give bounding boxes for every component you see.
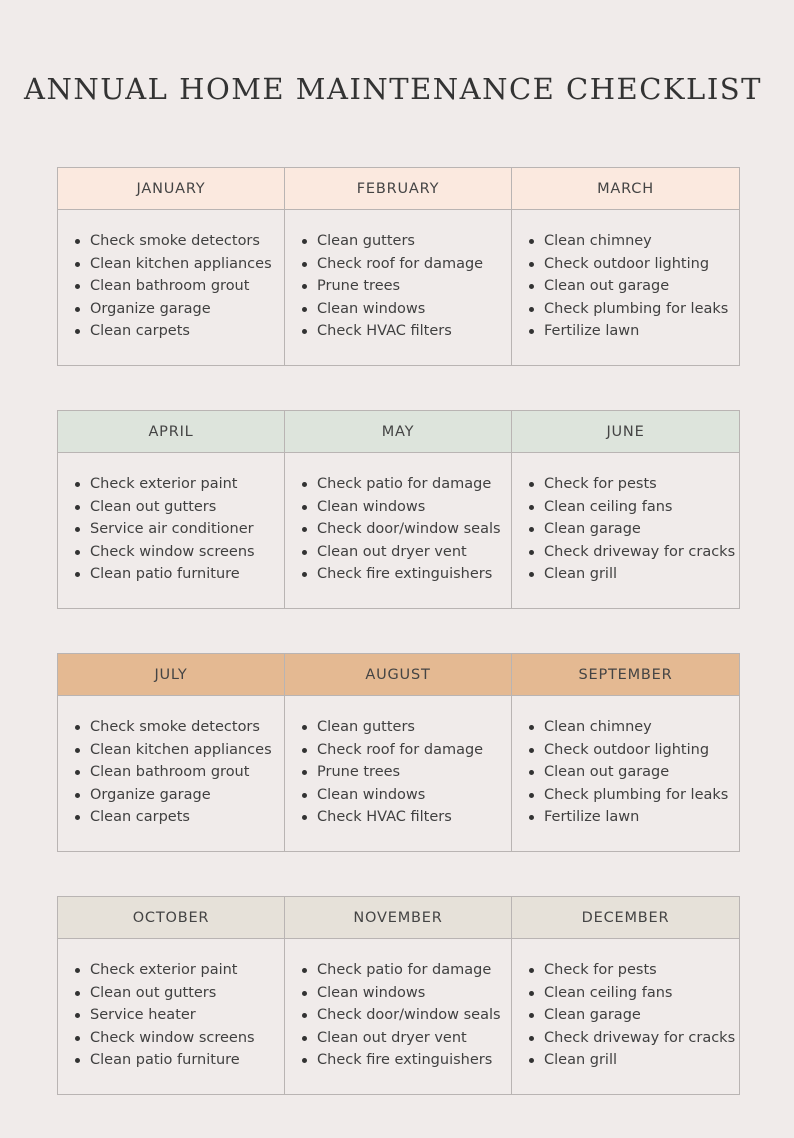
task-item: Clean carpets [74,806,284,829]
task-list [285,453,511,608]
task-list [285,939,511,1094]
task-item: Prune trees [301,761,511,784]
task-item: Clean out garage [528,761,739,784]
task-item: Clean chimney [528,230,739,253]
month-header: FEBRUARY [285,168,511,210]
task-item: Organize garage [74,298,284,321]
task-item: Check for pests [528,959,739,982]
month-card-february [284,167,512,366]
task-item: Check HVAC filters [301,806,511,829]
month-header: AUGUST [285,654,511,696]
month-row [57,896,740,1095]
task-item: Fertilize lawn [528,320,739,343]
month-header: MAY [285,411,511,453]
task-item: Clean patio furniture [74,563,284,586]
task-list [512,696,739,851]
month-header: JANUARY [58,168,284,210]
task-item: Check exterior paint [74,473,284,496]
task-item: Check fire extinguishers [301,563,511,586]
task-list [512,939,739,1094]
task-item: Clean grill [528,1049,739,1072]
task-list [512,210,739,365]
task-item: Check roof for damage [301,739,511,762]
month-card-december [511,896,740,1095]
task-item: Check smoke detectors [74,716,284,739]
task-item: Clean bathroom grout [74,275,284,298]
task-item: Clean ceiling fans [528,982,739,1005]
month-header: JULY [58,654,284,696]
task-item: Check roof for damage [301,253,511,276]
month-header: DECEMBER [512,897,739,939]
task-item: Check driveway for cracks [528,541,739,564]
task-item: Check door/window seals [301,1004,511,1027]
task-item: Check window screens [74,541,284,564]
task-item: Clean patio furniture [74,1049,284,1072]
task-item: Check fire extinguishers [301,1049,511,1072]
month-card-april [57,410,285,609]
month-card-june [511,410,740,609]
task-item: Clean grill [528,563,739,586]
task-item: Clean garage [528,518,739,541]
task-item: Check smoke detectors [74,230,284,253]
task-list [285,210,511,365]
task-item: Check plumbing for leaks [528,298,739,321]
month-card-november [284,896,512,1095]
month-header: SEPTEMBER [512,654,739,696]
task-list [58,696,284,851]
task-item: Check for pests [528,473,739,496]
task-item: Check patio for damage [301,473,511,496]
task-list [58,939,284,1094]
month-header: OCTOBER [58,897,284,939]
task-item: Check HVAC filters [301,320,511,343]
month-card-may [284,410,512,609]
month-header: MARCH [512,168,739,210]
month-row [57,410,740,609]
task-item: Clean out gutters [74,982,284,1005]
task-item: Clean garage [528,1004,739,1027]
task-item: Clean gutters [301,230,511,253]
task-list [512,453,739,608]
task-item: Clean kitchen appliances [74,739,284,762]
task-item: Service air conditioner [74,518,284,541]
task-item: Organize garage [74,784,284,807]
task-item: Clean windows [301,496,511,519]
task-item: Check exterior paint [74,959,284,982]
task-item: Check window screens [74,1027,284,1050]
task-item: Clean chimney [528,716,739,739]
month-header: JUNE [512,411,739,453]
task-item: Check plumbing for leaks [528,784,739,807]
task-item: Clean windows [301,298,511,321]
task-item: Clean carpets [74,320,284,343]
task-item: Clean out dryer vent [301,1027,511,1050]
month-header: NOVEMBER [285,897,511,939]
task-item: Clean ceiling fans [528,496,739,519]
task-item: Check door/window seals [301,518,511,541]
task-item: Clean out gutters [74,496,284,519]
task-list [58,210,284,365]
task-list [58,453,284,608]
month-card-march [511,167,740,366]
task-item: Clean bathroom grout [74,761,284,784]
task-item: Check outdoor lighting [528,253,739,276]
task-item: Clean windows [301,784,511,807]
month-header: APRIL [58,411,284,453]
task-item: Fertilize lawn [528,806,739,829]
task-item: Clean gutters [301,716,511,739]
month-card-august [284,653,512,852]
month-row [57,653,740,852]
task-item: Check patio for damage [301,959,511,982]
task-item: Clean kitchen appliances [74,253,284,276]
task-item: Clean out dryer vent [301,541,511,564]
task-list [285,696,511,851]
task-item: Prune trees [301,275,511,298]
month-card-october [57,896,285,1095]
task-item: Check driveway for cracks [528,1027,739,1050]
task-item: Clean windows [301,982,511,1005]
page-title: ANNUAL HOME MAINTENANCE CHECKLIST [24,72,762,106]
month-card-september [511,653,740,852]
month-row [57,167,740,366]
task-item: Service heater [74,1004,284,1027]
task-item: Check outdoor lighting [528,739,739,762]
task-item: Clean out garage [528,275,739,298]
month-card-january [57,167,285,366]
month-card-july [57,653,285,852]
